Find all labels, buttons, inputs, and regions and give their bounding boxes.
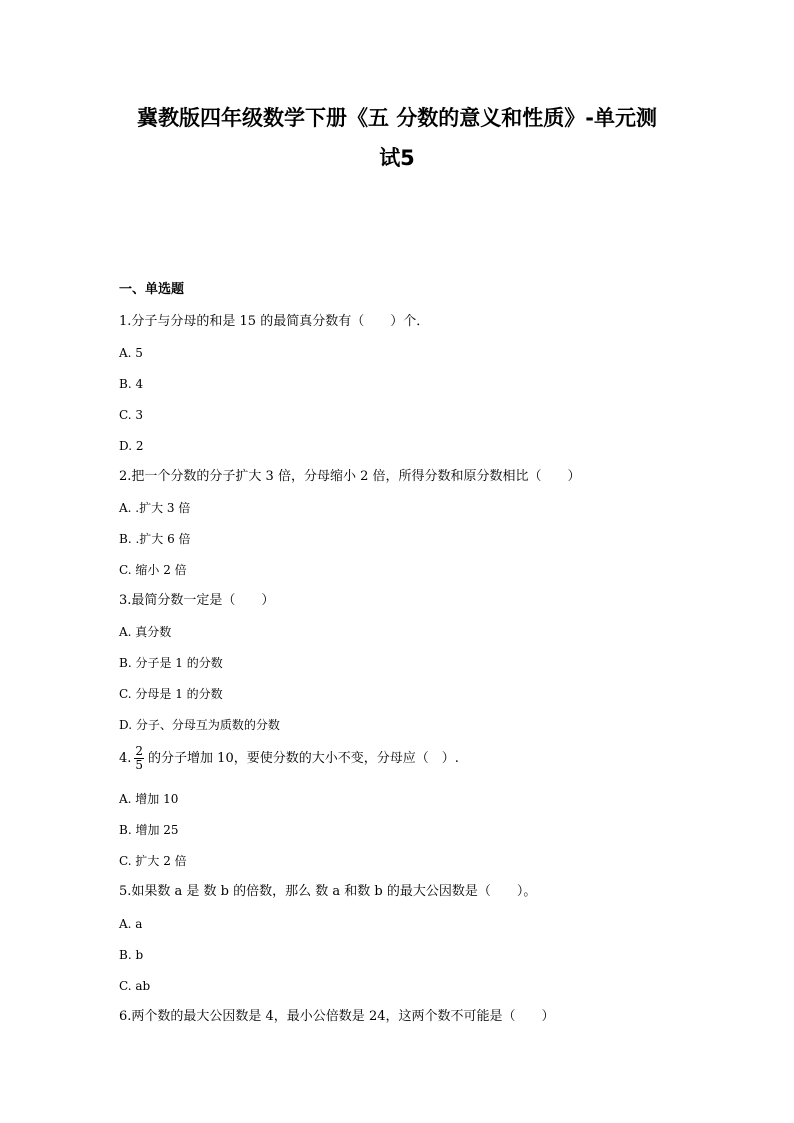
question-3-option-c: C. 分母是 1 的分数 (119, 687, 223, 701)
question-1-option-b: B. 4 (119, 377, 144, 391)
question-3-option-b: B. 分子是 1 的分数 (119, 656, 223, 670)
question-4-option-b: B. 增加 25 (119, 823, 179, 837)
question-5-stem: 5.如果数 a 是 数 b 的倍数，那么 数 a 和数 b 的最大公因数是（ ）。 (119, 884, 537, 899)
question-1-option-a: A. 5 (119, 346, 143, 360)
question-4-option-c: C. 扩大 2 倍 (119, 854, 187, 868)
question-1-option-c: C. 3 (119, 408, 144, 422)
question-1-stem: 1.分子与分母的和是 15 的最简真分数有（ ）个． (119, 314, 430, 329)
question-3-option-a: A. 真分数 (119, 625, 172, 639)
question-4-stem (119, 745, 459, 772)
question-2-option-a: A. .扩大 3 倍 (119, 501, 191, 515)
question-1-option-d: D. 2 (119, 439, 144, 453)
question-2-stem: 2.把一个分数的分子扩大 3 倍，分母缩小 2 倍，所得分数和原分数相比（ ） (119, 469, 581, 484)
document-title-line-2: 试5 (379, 146, 415, 170)
question-3-option-d: D. 分子、分母互为质数的分数 (119, 718, 280, 732)
document-title-line-1: 冀教版四年级数学下册《五 分数的意义和性质》-单元测 (136, 106, 658, 130)
question-4-option-a: A. 增加 10 (119, 792, 179, 806)
question-4-text: 的分子增加 10，要使分数的大小不变，分母应（ ）. (148, 750, 459, 766)
question-2-option-c: C. 缩小 2 倍 (119, 563, 187, 577)
question-5-option-c: C. ab (119, 979, 151, 993)
fraction-denominator: 5 (135, 758, 144, 772)
question-6-stem: 6.两个数的最大公因数是 4，最小公倍数是 24，这两个数不可能是（ ） (119, 1009, 555, 1024)
question-2-option-b: B. .扩大 6 倍 (119, 532, 191, 546)
fraction-numerator: 2 (135, 744, 144, 758)
section-heading: 一、单选题 (119, 282, 185, 297)
fraction-two-fifths (133, 745, 145, 772)
question-4-number: 4. (119, 750, 132, 766)
question-3-stem: 3.最简分数一定是（ ） (119, 593, 275, 608)
question-5-option-a: A. a (119, 917, 143, 931)
question-5-option-b: B. b (119, 948, 144, 962)
